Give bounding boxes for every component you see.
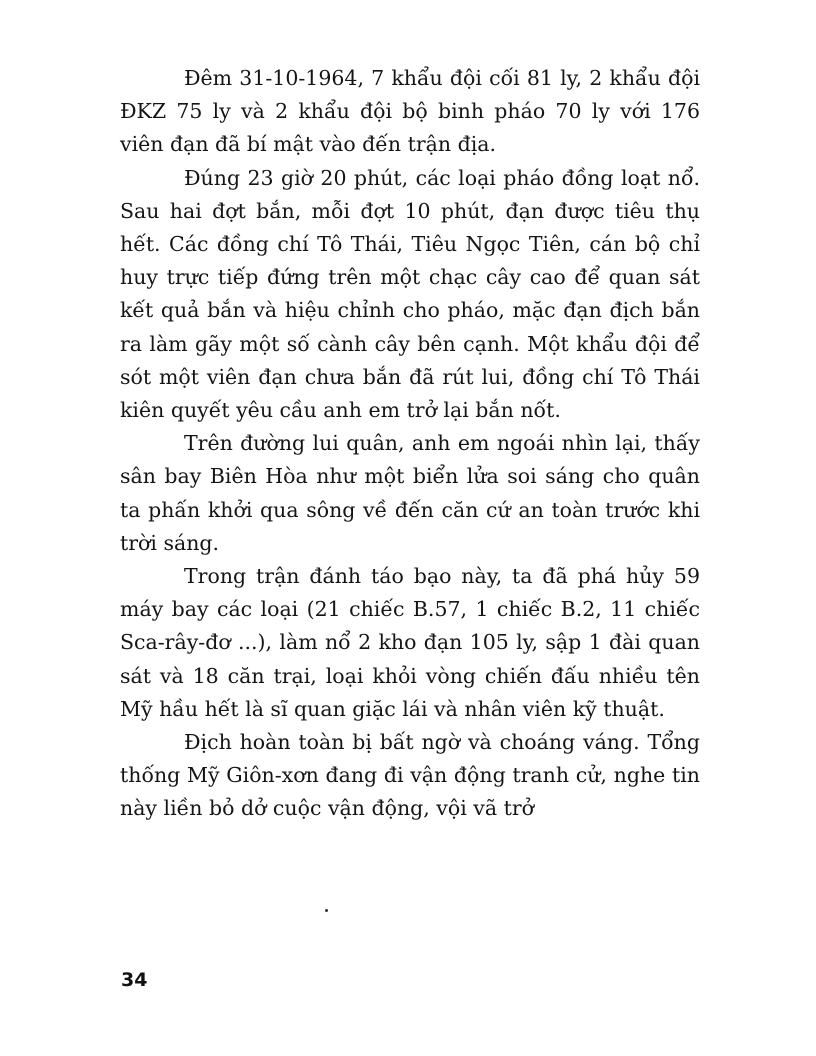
- print-speck: [325, 909, 328, 912]
- paragraph-5: Địch hoàn toàn bị bất ngờ và choáng váng. Tổng thống Mỹ Giôn-xơn đang đi vận động tranh cử, nghe tin này liền bỏ dở cuộc vận động, vội vã trở: [120, 730, 700, 821]
- paragraph-1: Đêm 31-10-1964, 7 khẩu đội cối 81 ly, 2 khẩu đội ĐKZ 75 ly và 2 khẩu đội bộ binh pháo 70 ly với 176 viên đạn đã bí mật vào đến trận địa.: [120, 66, 700, 157]
- paragraph-4: Trong trận đánh táo bạo này, ta đã phá hủy 59 máy bay các loại (21 chiếc B.57, 1 chiếc B.2, 11 chiếc Sca-rây-đơ ...), làm nổ 2 kho đạn 105 ly, sập 1 đài quan sát và 18 căn trại, loại khỏi vòng chiến đấu nhiều tên Mỹ hầu hết là sĩ quan giặc lái và nhân viên kỹ thuật.: [120, 564, 700, 721]
- page-number: 34: [121, 969, 148, 991]
- body-text: [120, 62, 700, 826]
- paragraph-2: Đúng 23 giờ 20 phút, các loại pháo đồng loạt nổ. Sau hai đợt bắn, mỗi đợt 10 phút, đạn được tiêu thụ hết. Các đồng chí Tô Thái, Tiêu Ngọc Tiên, cán bộ chỉ huy trực tiếp đứng trên một chạc cây cao để quan sát kết quả bắn và hiệu chỉnh cho pháo, mặc đạn địch bắn ra làm gãy một số cành cây bên cạnh. Một khẩu đội để sót một viên đạn chưa bắn đã rút lui, đồng chí Tô Thái kiên quyết yêu cầu anh em trở lại bắn nốt.: [120, 165, 700, 423]
- paragraph-3: Trên đường lui quân, anh em ngoái nhìn lại, thấy sân bay Biên Hòa như một biển lửa soi sáng cho quân ta phấn khởi qua sông về đến căn cứ an toàn trước khi trời sáng.: [120, 431, 700, 555]
